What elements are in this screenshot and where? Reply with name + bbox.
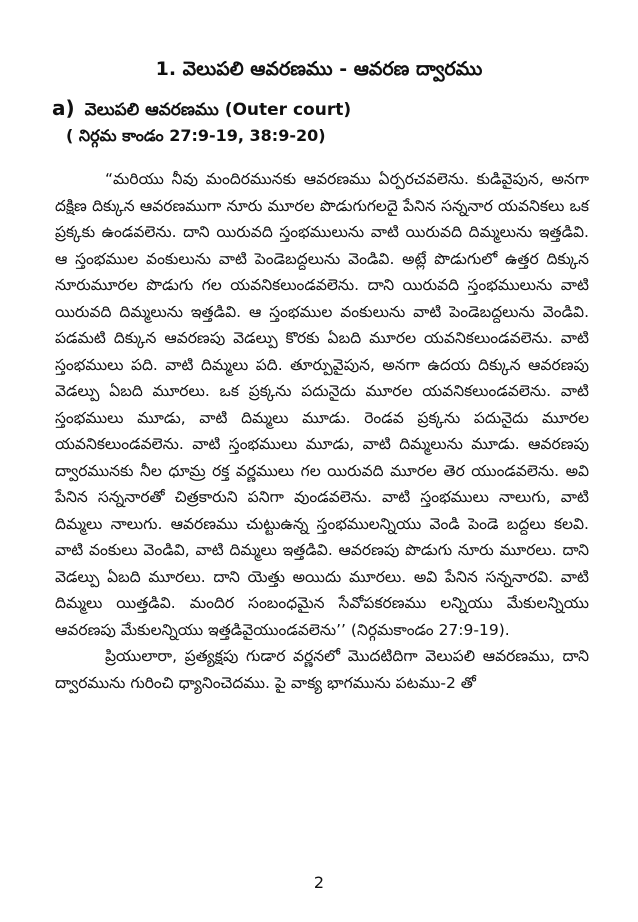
page-number: 2 [313, 873, 325, 892]
section-heading-text: వెలుపలి ఆవరణము (Outer court) [84, 100, 352, 120]
body-text [55, 166, 589, 696]
scripture-reference: ( నిర్గమ కాండం 27:9-19, 38:9-20) [66, 126, 326, 145]
paragraph: ప్రియులారా, ప్రత్యక్షపు గుడార వర్ణనలో మొదటిదిగా వెలుపలి ఆవరణము, దాని ద్వారమును గురించి ధ్యానించెదము. పై వాక్య భాగమును పటము-2 తో [55, 647, 589, 692]
paragraph: “మరియు నీవు మందిరమునకు ఆవరణము ఏర్పరచవలెను. కుడివైపున, అనగా దక్షిణ దిక్కున ఆవరణముగా నూరు మూరల పొడుగుగలదై పేనిన సన్ననార యవనికలు ఒక ప్రక్కకు ఉండవలెను. దాని యిరువది స్తంభములును వాటి యిరువది దిమ్మలును ఇత్తడివి. ఆ స్తంభముల వంకులును వాటి పెండెబద్దలును వెండివి. అట్లే పొడుగులో ఉత్తర దిక్కున నూరుమూరల పొడుగు గల యవనికలుండవలెను. దాని యిరువది స్తంభములును వాటి యిరువది దిమ్మలును ఇత్తడివి. ఆ స్తంభముల వంకులును వాటి పెండెబద్దలును వెండివి. పడమటి దిక్కున ఆవరణపు వెడల్పు కొరకు ఏబది మూరల యవనికలుండవలెను. వాటి స్తంభములు పది. వాటి దిమ్మలు పది. తూర్పువైపున, అనగా ఉదయ దిక్కున ఆవరణపు వెడల్పు ఏబది మూరలు. ఒక ప్రక్కను పదునైదు మూరల యవనికలుండవలెను. వాటి స్తంభములు మూడు, వాటి దిమ్మలు మూడు. రెండవ ప్రక్కను పదునైదు మూరల యవనికలుండవలెను. వాటి స్తంభములు మూడు, వాటి దిమ్మలును మూడు. ఆవరణపు ద్వారమునకు నీల ధూమ్ర రక్త వర్ణములు గల యిరువది మూరల తెర యుండవలెను. అవి పేనిన సన్ననారతో చిత్రకారుని పనిగా వుండవలెను. వాటి స్తంభములు నాలుగు, వాటి దిమ్మలు నాలుగు. ఆవరణము చుట్టుఉన్న స్తంభములన్నియు వెండి పెండె బద్దలు కలవి. వాటి వంకులు వెండివి, వాటి దిమ్మలు ఇత్తడివి. ఆవరణపు పొడుగు నూరు మూరలు. దాని వెడల్పు ఏబది మూరలు. దాని యెత్తు అయిదు మూరలు. అవి పేనిన సన్ననారవి. వాటి దిమ్మలు యిత్తడివి. మందిర సంబంధమైన సేవోపకరణము లన్నియు మేకులన్నియు ఆవరణపు మేకులన్నియు ఇత్తడివైయుండవలెను’’ (నిర్గమకాండం 27:9-19). [55, 170, 589, 639]
page-title: 1. వెలుపలి ఆవరణము - ఆవరణ ద్వారము [155, 58, 483, 80]
section-heading [52, 96, 351, 124]
section-marker: a) [52, 96, 75, 120]
